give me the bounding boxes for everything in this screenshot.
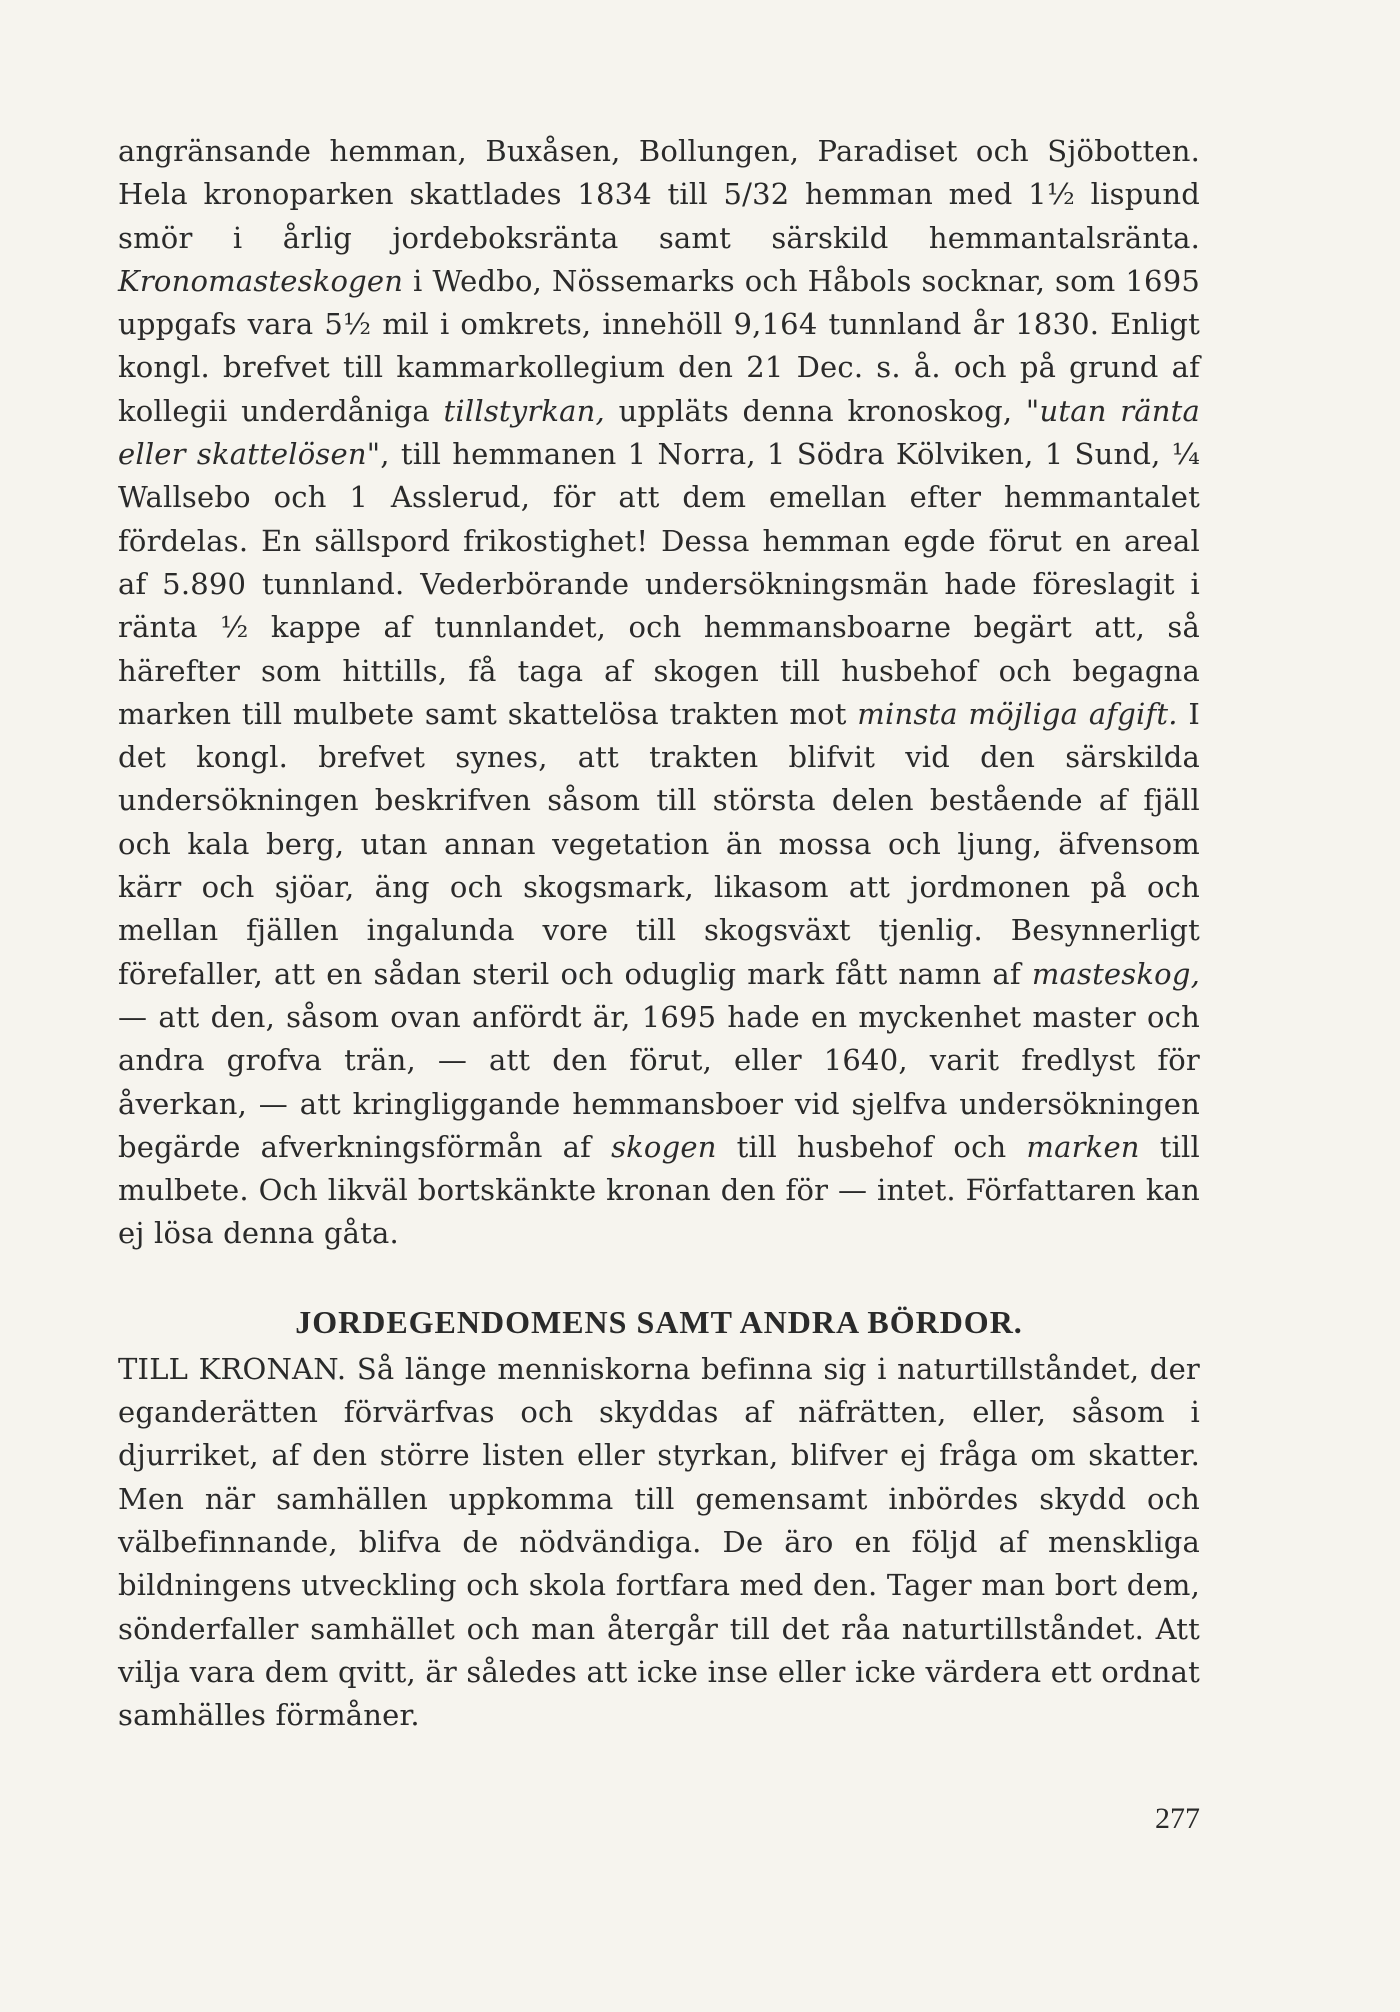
italic-term: masteskog,: [1031, 956, 1200, 991]
page-number: 277: [1155, 1802, 1200, 1835]
italic-term: skogen: [611, 1129, 717, 1164]
text-run: angränsande hemman, Buxåsen, Bollungen, Paradiset och Sjöbotten. Hela kronoparken skattlades 1834 till 5/32 hemman med 1½ lispund smör i årlig jordeboksränta samt särskild hemmantalsränta.: [118, 134, 1200, 255]
text-run: ", till hemmanen 1 Norra, 1 Södra Kölviken, 1 Sund, ¼ Wallsebo och 1 Asslerud, för att dem emellan efter hemmantalet fördelas. En sällspord frikostighet! Dessa hemman egde förut en areal af 5.890 tunnland. Vederbörande undersökningsmän hade föreslagit i ränta ½ kappe af tunnlandet, och hemmansboarne begärt att, så härefter som hittills, få taga af skogen till husbehof och begagna marken till mulbete samt skattelösa trakten mot: [118, 437, 1200, 731]
section-heading: JORDEGENDOMENS SAMT ANDRA BÖRDOR.: [295, 1303, 1023, 1340]
text-run: — att den, såsom ovan anfördt är, 1695 hade en myckenhet master och andra grofva trän, — att den förut, eller 1640, varit fredlyst för åverkan, — att kringliggande hemmansboer vid sjelfva undersökningen begärde afverkningsförmån af: [118, 999, 1200, 1164]
text-run: uppläts denna kronoskog, ": [604, 393, 1040, 428]
page-body: [118, 130, 1200, 1737]
italic-term: Kronomasteskogen: [118, 263, 404, 298]
italic-quote: utan ränta eller skattelösen: [118, 393, 1200, 472]
paragraph-kronoparken: [118, 130, 1200, 1256]
paragraph-till-kronan: TILL KRONAN. Så länge menniskorna befinna sig i naturtillståndet, der eganderätten förvärfvas och skyddas af näfrätten, eller, såsom i djurriket, af den större listen eller styrkan, blifver ej fråga om skatter. Men när samhällen uppkomma till gemensamt inbördes skydd och välbefinnande, blifva de nödvändiga. De äro en följd af menskliga bildningens utveckling och skola fortfara med den. Tager man bort dem, sönderfaller samhället och man återgår till det råa naturtillståndet. Att vilja vara dem qvitt, är således att icke inse eller icke värdera ett ordnat samhälles förmåner.: [118, 1351, 1200, 1733]
italic-term: tillstyrkan,: [443, 393, 605, 428]
text-run: till mulbete. Och likväl bortskänkte kronan den för — intet. Författaren kan ej lösa denna gåta.: [118, 1129, 1200, 1251]
italic-term: marken: [1026, 1129, 1140, 1164]
italic-term: minsta möjliga afgift.: [857, 696, 1178, 731]
text-run: i Wedbo, Nössemarks och Håbols socknar, som 1695 uppgafs vara 5½ mil i omkrets, innehöll 9,164 tunnland år 1830. Enligt kongl. brefvet till kammarkollegium den 21 Dec. s. å. och på grund af kollegii underdåniga: [118, 263, 1200, 428]
text-run: I det kongl. brefvet synes, att trakten blifvit vid den särskilda undersökningen beskrifven såsom till största delen bestående af fjäll och kala berg, utan annan vegetation än mossa och ljung, äfvensom kärr och sjöar, äng och skogsmark, likasom att jordmonen på och mellan fjällen ingalunda vore till skogsväxt tjenlig. Besynnerligt förefaller, att en sådan steril och oduglig mark fått namn af: [118, 696, 1201, 991]
text-run: till husbehof och: [716, 1129, 1027, 1164]
